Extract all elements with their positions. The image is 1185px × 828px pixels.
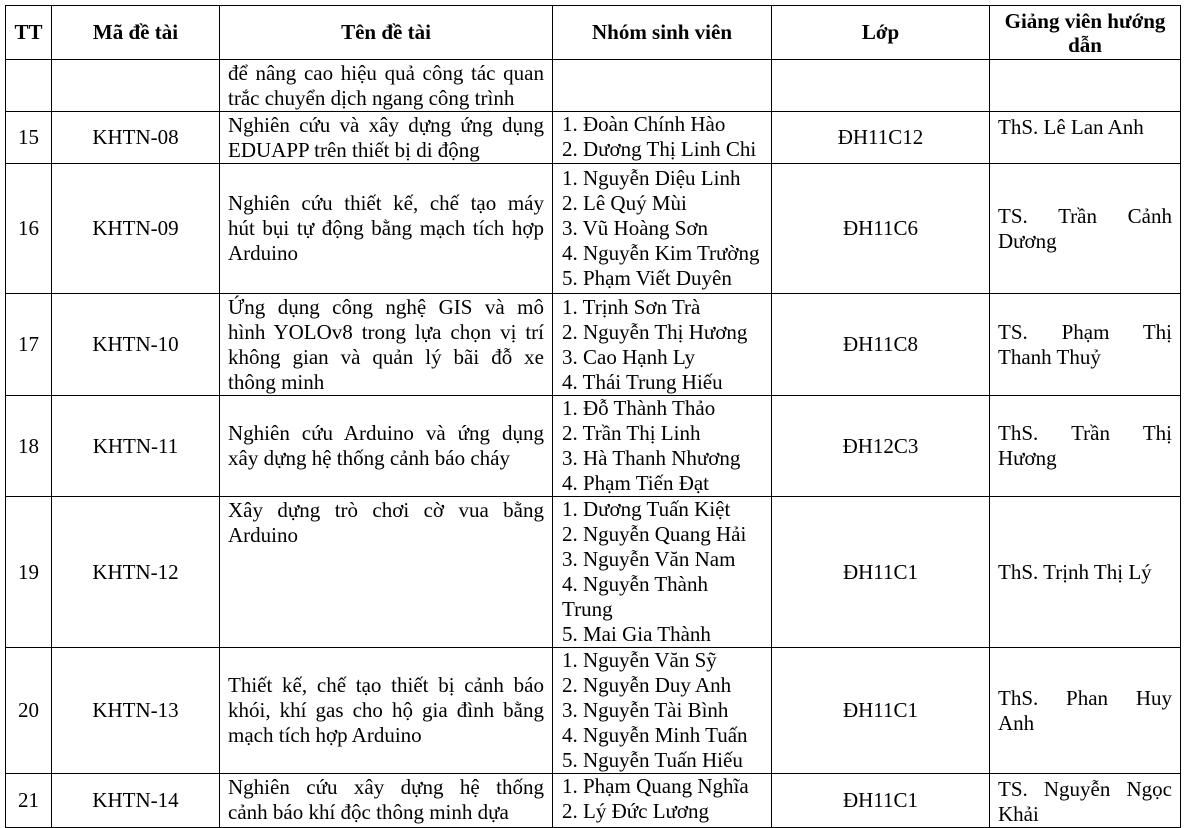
cell-students (553, 294, 772, 396)
student-line: 2. Lý Đức Lương (562, 799, 710, 823)
header-class: Lớp (772, 6, 990, 60)
student-line: 5. Nguyễn Tuấn Hiếu (562, 748, 743, 772)
title-line: thông minh (228, 370, 325, 394)
cell-students (553, 774, 772, 828)
header-students: Nhóm sinh viên (553, 6, 772, 60)
topic-table (5, 5, 1181, 828)
table-row (6, 164, 1181, 294)
table-row (6, 294, 1181, 396)
table-body (6, 60, 1181, 828)
table-row (6, 112, 1181, 164)
guide-line: ThS. Phan Huy (998, 685, 1172, 710)
table-row (6, 648, 1181, 774)
guide-line: Thanh Thuỷ (998, 344, 1101, 369)
cell-class: ĐH11C12 (772, 112, 990, 164)
student-line: 2. Nguyễn Quang Hải (562, 522, 747, 546)
student-line: 3. Cao Hạnh Ly (562, 344, 695, 369)
cell-guide (990, 164, 1181, 294)
guide-line: TS. Phạm Thị (998, 319, 1172, 344)
cell-class: ĐH11C8 (772, 294, 990, 396)
student-line: 5. Phạm Viết Duyên (562, 266, 732, 290)
table-row (6, 497, 1181, 648)
cell-guide (990, 112, 1181, 164)
title-line: xây dựng hệ thống cảnh báo cháy (228, 446, 510, 470)
student-line: 3. Nguyễn Tài Bình (562, 698, 729, 722)
student-line: 1. Trịnh Sơn Trà (562, 294, 701, 319)
cell-title (220, 774, 553, 828)
continuation-code (52, 60, 220, 112)
title-line: EDUAPP trên thiết bị di động (228, 137, 480, 162)
student-line: 1. Đỗ Thành Thảo (562, 396, 716, 420)
student-line: 4. Nguyễn Minh Tuấn (562, 723, 748, 747)
cell-guide (990, 396, 1181, 497)
student-line: 3. Vũ Hoàng Sơn (562, 216, 709, 240)
guide-line: ThS. Lê Lan Anh (998, 115, 1144, 139)
title-line: Thiết kế, chế tạo thiết bị cảnh báo (228, 673, 544, 697)
continuation-row (6, 60, 1181, 112)
cell-code: KHTN-09 (52, 164, 220, 294)
cell-class: ĐH11C1 (772, 648, 990, 774)
cell-tt: 16 (6, 164, 52, 294)
guide-line: TS. Nguyễn Ngọc (998, 777, 1172, 801)
title-line: mạch tích hợp Arduino (228, 723, 422, 747)
student-line: 2. Nguyễn Thị Hương (562, 319, 748, 344)
guide-line: TS. Trần Cảnh (998, 203, 1172, 228)
cell-title (220, 648, 553, 774)
guide-line: Hương (998, 446, 1057, 470)
cell-class: ĐH11C1 (772, 774, 990, 828)
continuation-guide (990, 60, 1181, 112)
student-line: 4. Thái Trung Hiếu (562, 369, 723, 394)
title-line: không gian và quản lý bãi đỗ xe (228, 345, 544, 369)
cell-students (553, 497, 772, 648)
title-line: Arduino (228, 523, 298, 547)
student-line: 1. Dương Tuấn Kiệt (562, 497, 731, 521)
table-row (6, 396, 1181, 497)
cell-tt: 17 (6, 294, 52, 396)
cell-class: ĐH11C1 (772, 497, 990, 648)
cell-code: KHTN-11 (52, 396, 220, 497)
title-line: Nghiên cứu thiết kế, chế tạo máy (228, 191, 544, 215)
title-line: Nghiên cứu xây dựng hệ thống (228, 775, 544, 799)
continuation-class (772, 60, 990, 112)
cell-tt: 19 (6, 497, 52, 648)
cell-tt: 20 (6, 648, 52, 774)
guide-line: Khải (998, 802, 1039, 826)
header-tt: TT (6, 6, 52, 60)
cell-guide (990, 774, 1181, 828)
cell-title (220, 294, 553, 396)
cell-code: KHTN-10 (52, 294, 220, 396)
student-line: 2. Trần Thị Linh (562, 421, 701, 445)
header-title: Tên đề tài (220, 6, 553, 60)
student-line: 3. Nguyễn Văn Nam (562, 547, 736, 571)
guide-line: ThS. Trịnh Thị Lý (998, 559, 1152, 584)
cell-guide (990, 648, 1181, 774)
student-line: 4. Nguyễn Kim Trường (562, 241, 760, 265)
cell-code: KHTN-13 (52, 648, 220, 774)
title-line: khói, khí gas cho hộ gia đình bằng (228, 698, 544, 722)
table-row (6, 774, 1181, 828)
cell-guide (990, 497, 1181, 648)
cell-title (220, 497, 553, 648)
student-line: 4. Nguyễn Thành Trung (562, 572, 709, 621)
guide-line: ThS. Trần Thị (998, 421, 1172, 445)
student-line: 2. Lê Quý Mùi (562, 191, 687, 215)
cell-title (220, 164, 553, 294)
title-line: hút bụi tự động bằng mạch tích hợp (228, 216, 544, 240)
student-line: 1. Phạm Quang Nghĩa (562, 774, 749, 798)
cell-students (553, 396, 772, 497)
cell-tt: 18 (6, 396, 52, 497)
student-line: 2. Dương Thị Linh Chi (562, 137, 757, 161)
title-line: cảnh báo khí độc thông minh dựa (228, 800, 509, 824)
cell-students (553, 112, 772, 164)
cell-tt: 15 (6, 112, 52, 164)
student-line: 1. Nguyễn Diệu Linh (562, 166, 741, 190)
cell-students (553, 648, 772, 774)
header-row (6, 6, 1181, 60)
cell-guide (990, 294, 1181, 396)
cell-students (553, 164, 772, 294)
student-line: 1. Đoàn Chính Hào (562, 112, 726, 136)
title-line: hình YOLOv8 trong lựa chọn vị trí (228, 320, 544, 344)
student-line: 5. Mai Gia Thành (562, 622, 711, 646)
header-code: Mã đề tài (52, 6, 220, 60)
cell-tt: 21 (6, 774, 52, 828)
title-line: Nghiên cứu và xây dựng ứng dụng (228, 112, 544, 137)
title-line: để nâng cao hiệu quả công tác quan (228, 61, 544, 85)
cell-code: KHTN-08 (52, 112, 220, 164)
student-line: 3. Hà Thanh Nhương (562, 446, 741, 470)
cell-title (220, 112, 553, 164)
guide-line: Dương (998, 228, 1057, 253)
continuation-students (553, 60, 772, 112)
title-line: Ứng dụng công nghệ GIS và mô (228, 295, 544, 319)
header-guide: Giảng viên hướng dẫn (990, 6, 1181, 60)
title-line: Arduino (228, 241, 298, 265)
cell-code: KHTN-14 (52, 774, 220, 828)
title-line: trắc chuyển dịch ngang công trình (228, 86, 515, 110)
cell-title (220, 396, 553, 497)
student-line: 1. Nguyễn Văn Sỹ (562, 648, 717, 672)
continuation-title (220, 60, 553, 112)
guide-line: Anh (998, 710, 1035, 735)
student-line: 2. Nguyễn Duy Anh (562, 673, 732, 697)
title-line: Nghiên cứu Arduino và ứng dụng (228, 421, 544, 445)
student-line: 4. Phạm Tiến Đạt (562, 471, 710, 495)
cell-code: KHTN-12 (52, 497, 220, 648)
title-line: Xây dựng trò chơi cờ vua bằng (228, 498, 544, 522)
cell-class: ĐH12C3 (772, 396, 990, 497)
continuation-tt (6, 60, 52, 112)
cell-class: ĐH11C6 (772, 164, 990, 294)
